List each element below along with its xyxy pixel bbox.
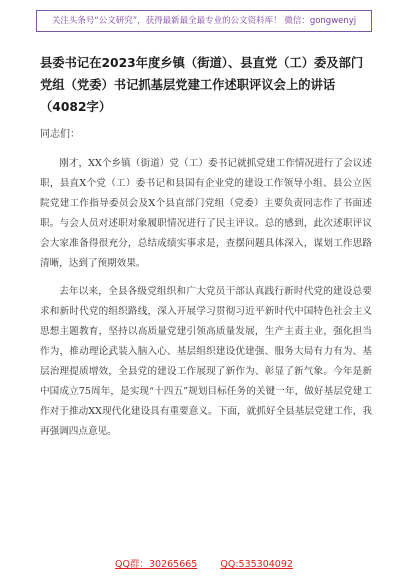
qq-link[interactable]: QQ:535304092 — [220, 559, 293, 570]
paragraph-2: 去年以来，全县各级党组织和广大党员干部认真践行新时代党的建设总要求和新时代党的组织路线，深入开展学习贯彻习近平新时代中国特色社会主义思想主题教育，坚持以高质量党建引领高质量发展，生产主责主业，强化担当作为，推动理论武装入脑入心、基层组织建设优建强、服务大局有力有为、基层治理提质增效，全县党的建设工作展现了新作为、彰显了新气象。今年是新中国成立75周年，是实现“十四五”规划目标任务的关键一年，做好基层党建工作对于推动XX现代化建设具有重要意义。下面，就抓好全县基层党建工作，我再强调四点意见。 — [40, 286, 372, 437]
document-body — [40, 52, 372, 450]
document-title: 县委书记在2023年度乡镇（街道）、县直党（工）委及部门党组（党委）书记抓基层党建工作述职评议会上的讲话（4082字） — [40, 56, 364, 114]
footer-contacts — [0, 556, 408, 570]
header-banner: 关注头条号“公文研究”，获得最新最全最专业的公文资料库！ 微信：gongwenyj — [36, 10, 372, 32]
paragraph-1: 刚才，XX个乡镇（街道）党（工）委书记就抓党建工作情况进行了会议述职，县直X个党（工）委书记和县国有企业党的建设工作领导小组、县公立医院党建工作指导委员会及X个县直部门党组（党委）主要负责同志作了书面述职。与会人员对述职对象履职情况进行了民主评议。总的感到，此次述职评议会大家准备得很充分，总结成绩实事求是，查摆问题具体深入，谋划工作思路清晰，达到了预期效果。 — [40, 158, 372, 269]
qq-group-link[interactable]: QQ群：30265665 — [115, 559, 198, 570]
salutation: 同志们： — [40, 129, 80, 140]
